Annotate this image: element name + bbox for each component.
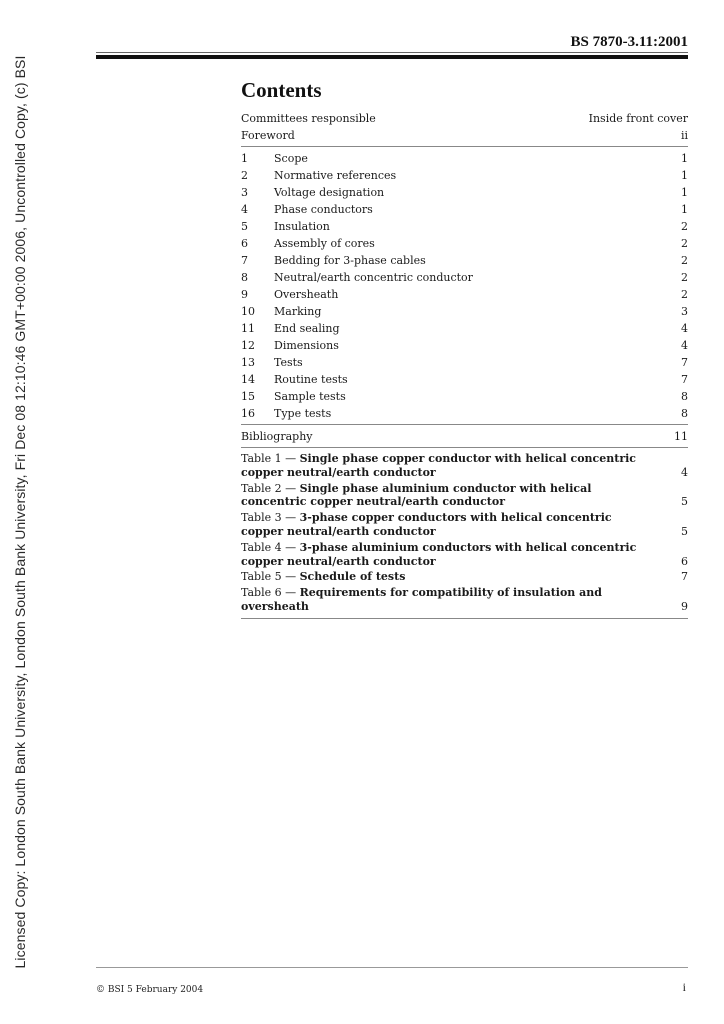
- table-dash: —: [281, 481, 300, 495]
- footer-copyright: © BSI 5 February 2004: [96, 985, 204, 995]
- toc-entry-page: 2: [681, 237, 688, 250]
- toc-entry-page: 11: [674, 430, 688, 443]
- toc-entry-number: 3: [241, 186, 248, 199]
- toc-entry-page: 8: [681, 390, 688, 403]
- header-rule-thick: [96, 55, 688, 59]
- toc-entry-clause[interactable]: [241, 218, 688, 235]
- toc-entry-page: 8: [681, 407, 688, 420]
- header-rule-thin: [96, 52, 688, 53]
- toc-entry-page: 4: [681, 339, 688, 352]
- toc-entry-table[interactable]: [241, 569, 688, 585]
- table-label: Table 2: [241, 481, 282, 495]
- toc-entry-title: Bedding for 3-phase cables: [274, 254, 426, 267]
- footer-page-number: i: [682, 980, 686, 994]
- toc-entry-title: Sample tests: [274, 390, 346, 403]
- toc-entry-page: 3: [681, 305, 688, 318]
- table-title: 3-phase copper conductors with helical concentric copper neutral/earth conductor: [241, 511, 612, 538]
- toc-entry-title: [241, 511, 681, 539]
- clause-list: [241, 150, 688, 422]
- toc-entry-clause[interactable]: [241, 371, 688, 388]
- toc-entry-title: Phase conductors: [274, 203, 373, 216]
- toc-entry-title: Assembly of cores: [274, 237, 375, 250]
- toc-entry-page: 1: [681, 152, 688, 165]
- toc-entry-title: [241, 586, 681, 614]
- toc-entry-clause[interactable]: [241, 337, 688, 354]
- toc-entry-title: Type tests: [274, 407, 332, 420]
- toc-entry-title: Routine tests: [274, 373, 348, 386]
- toc-entry-number: 16: [241, 407, 255, 420]
- table-title: Schedule of tests: [299, 570, 406, 584]
- toc-entry-title: [241, 570, 681, 584]
- toc-entry-number: 2: [241, 169, 248, 182]
- toc-entry-page: 2: [681, 254, 688, 267]
- toc-entry-clause[interactable]: [241, 388, 688, 405]
- toc-entry-number: 15: [241, 390, 255, 403]
- toc-entry-title: Neutral/earth concentric conductor: [274, 271, 473, 284]
- toc-entry-number: 7: [241, 254, 248, 267]
- toc-entry-number: 11: [241, 322, 255, 335]
- toc-entry-title: [241, 541, 681, 569]
- toc-entry-table[interactable]: [241, 540, 688, 570]
- toc-entry-clause[interactable]: [241, 303, 688, 320]
- toc-entry-page: 7: [681, 356, 688, 369]
- document-id: BS 7870-3.11:2001: [570, 34, 688, 50]
- toc-entry-page: 4: [681, 465, 688, 479]
- table-label: Table 3: [241, 511, 282, 525]
- toc-entry-number: 9: [241, 288, 248, 301]
- toc-entry-clause[interactable]: [241, 252, 688, 269]
- toc-entry-page: 5: [681, 495, 688, 509]
- toc-entry-number: 12: [241, 339, 255, 352]
- table-label: Table 6: [241, 586, 282, 600]
- table-list: [241, 451, 688, 615]
- divider: [241, 146, 688, 147]
- toc-entry-clause[interactable]: [241, 150, 688, 167]
- toc-entry-number: 6: [241, 237, 248, 250]
- toc-entry-number: 13: [241, 356, 255, 369]
- toc-entry-title: End sealing: [274, 322, 340, 335]
- toc-entry-table[interactable]: [241, 481, 688, 511]
- toc-entry-title: Bibliography: [241, 430, 313, 443]
- table-dash: —: [281, 452, 300, 465]
- toc-entry-clause[interactable]: [241, 167, 688, 184]
- toc-entry-clause[interactable]: [241, 320, 688, 337]
- table-dash: —: [281, 540, 300, 554]
- table-dash: —: [281, 586, 300, 600]
- license-watermark: Licensed Copy: London South Bank University, London South Bank University, Fri Dec 08 12:10:46 GMT+00:00 2006, Uncontrolled Copy, (c) BSI: [12, 55, 28, 969]
- toc-entry-title: Scope: [274, 152, 308, 165]
- toc-entry-page: ii: [680, 128, 688, 142]
- toc-entry-number: 10: [241, 305, 255, 318]
- toc-entry-page: 7: [681, 373, 688, 386]
- table-title: Single phase aluminium conductor with helical concentric copper neutral/earth conductor: [241, 481, 592, 509]
- toc-entry-title: [241, 482, 681, 510]
- toc-entry-clause[interactable]: [241, 269, 688, 286]
- table-label: Table 5: [241, 570, 282, 584]
- toc-entry-title: Normative references: [274, 169, 397, 182]
- table-label: Table 4: [241, 540, 282, 554]
- toc-entry-number: 4: [241, 203, 248, 216]
- toc-entry-number: 1: [241, 152, 248, 165]
- toc-entry-title: Committees responsible: [241, 112, 376, 125]
- toc-entry-table[interactable]: [241, 585, 688, 615]
- toc-entry-title: Foreword: [241, 128, 295, 142]
- toc-entry-page: 7: [681, 570, 688, 584]
- toc-entry-number: 14: [241, 373, 255, 386]
- table-dash: —: [281, 570, 300, 584]
- toc-entry-page: 2: [681, 288, 688, 301]
- toc-entry-number: 8: [241, 271, 248, 284]
- toc-entry-page: Inside front cover: [588, 112, 688, 125]
- toc-entry-table[interactable]: [241, 510, 688, 540]
- toc-entry-clause[interactable]: [241, 286, 688, 303]
- toc-entry-clause[interactable]: [241, 354, 688, 371]
- toc-entry-title: [241, 452, 681, 480]
- toc-entry-title: Marking: [274, 305, 322, 318]
- toc-entry-number: 5: [241, 220, 248, 233]
- toc-entry-title: Voltage designation: [274, 186, 385, 199]
- divider: [241, 424, 688, 425]
- toc-entry-title: Tests: [274, 356, 303, 369]
- toc-entry-clause[interactable]: [241, 235, 688, 252]
- toc-entry-page: 9: [681, 599, 688, 613]
- toc-entry-committees[interactable]: [241, 111, 688, 128]
- footer-rule: [96, 967, 688, 968]
- toc-entry-page: 1: [681, 186, 688, 199]
- toc-entry-foreword[interactable]: [241, 128, 688, 145]
- divider: [241, 618, 688, 619]
- contents-title: Contents: [241, 78, 322, 102]
- toc-entry-page: 1: [681, 169, 688, 182]
- toc-entry-page: 1: [681, 203, 688, 216]
- table-label: Table 1: [241, 452, 282, 465]
- table-title: Requirements for compatibility of insulation and oversheath: [241, 586, 602, 613]
- divider: [241, 447, 688, 448]
- toc-entry-table[interactable]: [241, 451, 688, 481]
- toc-entry-clause[interactable]: [241, 201, 688, 218]
- table-title: 3-phase aluminium conductors with helical concentric copper neutral/earth conductor: [241, 540, 637, 568]
- toc-entry-bibliography[interactable]: [241, 428, 688, 445]
- toc-entry-title: Insulation: [274, 220, 330, 233]
- toc-entry-title: Oversheath: [274, 288, 339, 301]
- toc-entry-page: 2: [681, 220, 688, 233]
- toc-entry-clause[interactable]: [241, 184, 688, 201]
- toc-entry-page: 6: [681, 554, 688, 568]
- toc-entry-title: Dimensions: [274, 339, 339, 352]
- toc-entry-clause[interactable]: [241, 405, 688, 422]
- toc-entry-page: 4: [681, 322, 688, 335]
- table-dash: —: [281, 511, 300, 525]
- toc-entry-page: 2: [681, 271, 688, 284]
- contents-section: [241, 78, 688, 619]
- toc-entry-page: 5: [681, 524, 688, 538]
- table-title: Single phase copper conductor with helical concentric copper neutral/earth conductor: [241, 452, 636, 479]
